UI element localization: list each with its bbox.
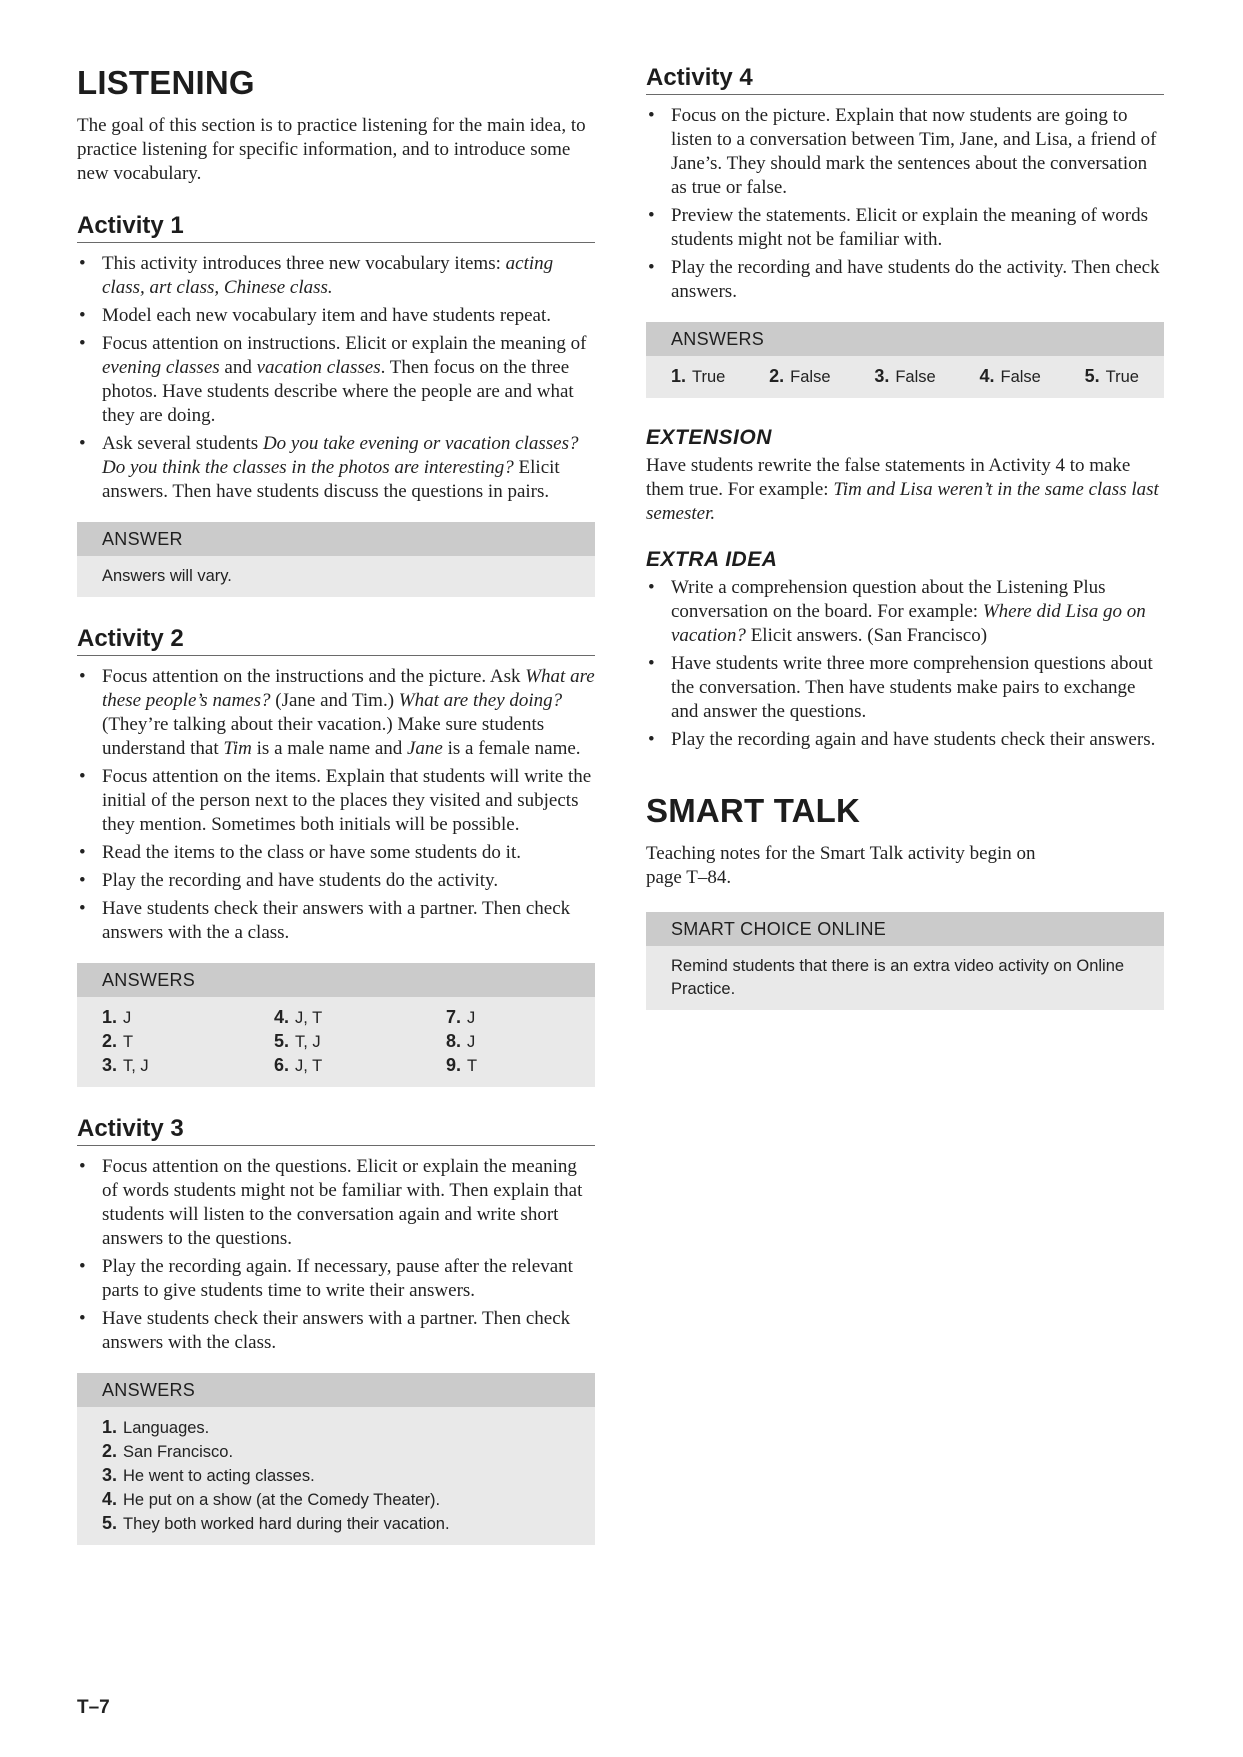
smart-talk-text: Teaching notes for the Smart Talk activity begin on page T–84. xyxy=(646,843,1036,888)
answer-value: J, T xyxy=(295,1057,323,1075)
answer-value: San Francisco. xyxy=(123,1443,234,1461)
text-italic: Where did Lisa go on vacation? xyxy=(671,601,1146,646)
list-item: • Read the items to the class or have some students do it. xyxy=(77,841,595,865)
answer-number: 5. xyxy=(102,1513,118,1533)
text: Write a comprehension question about the Listening Plus conversation on the board. For example: xyxy=(671,577,1106,622)
list-item: • Model each new vocabulary item and have students repeat. xyxy=(77,304,595,328)
answer-value: T, J xyxy=(295,1033,321,1051)
list-item: • Play the recording again and have students check their answers. xyxy=(646,728,1164,752)
answer-number: 9. xyxy=(446,1055,462,1075)
list-item xyxy=(77,665,595,761)
answer-number: 5. xyxy=(1084,366,1100,386)
text: Elicit answers. (San Francisco) xyxy=(745,625,988,646)
list-item: • Play the recording again. If necessary, pause after the relevant parts to give students time to write their answers. xyxy=(77,1255,595,1303)
list-item: • Play the recording and have students do the activity. xyxy=(77,869,595,893)
activity4-answer-box xyxy=(646,322,1164,398)
list-item: • Have students check their answers with a partner. Then check answers with the a class. xyxy=(77,897,595,945)
text: is a male name and xyxy=(251,738,407,759)
text-italic: acting class, art class, Chinese class. xyxy=(102,253,554,298)
answer-item xyxy=(274,1054,446,1078)
online-box-heading: SMART CHOICE ONLINE xyxy=(646,912,1164,946)
list-item: • Focus on the picture. Explain that now students are going to listen to a conversation between Tim, Jane, and Lisa, a friend of Jane’s. They should mark the sentences about the conversation as true or false. xyxy=(646,104,1164,200)
answer-item xyxy=(979,365,1040,389)
list-item: • Have students write three more comprehension questions about the conversation. Then have students make pairs to exchange and answer the questions. xyxy=(646,652,1164,724)
smart-talk-title: SMART TALK xyxy=(646,792,861,829)
text: Ask several students xyxy=(102,433,263,454)
answer-number: 2. xyxy=(102,1031,118,1051)
answer-item xyxy=(102,1006,274,1030)
answer-number: 1. xyxy=(102,1007,118,1027)
answer-item xyxy=(274,1006,446,1030)
answer-number: 4. xyxy=(274,1007,290,1027)
text-italic: Tim and Lisa weren’t in the same class last semester. xyxy=(646,479,1159,524)
answer-grid xyxy=(77,997,595,1087)
text: is a female name. xyxy=(442,738,581,759)
answer-number: 8. xyxy=(446,1031,462,1051)
answer-value: He put on a show (at the Comedy Theater). xyxy=(123,1491,441,1509)
right-column xyxy=(646,64,1164,1038)
answer-item xyxy=(446,1054,618,1078)
listening-title: LISTENING xyxy=(77,64,255,101)
answer-item xyxy=(102,1416,570,1440)
text: This activity introduces three new vocabulary items: xyxy=(102,253,506,274)
extra-idea-list xyxy=(646,576,1164,752)
answer-item xyxy=(102,1030,274,1054)
answer-value: True xyxy=(1105,368,1139,386)
answer-item xyxy=(446,1006,618,1030)
answer-value: False xyxy=(895,368,936,386)
answer-number: 4. xyxy=(979,366,995,386)
activity1-list xyxy=(77,252,595,504)
text: (Jane and Tim.) xyxy=(270,690,399,711)
list-item: • Focus attention on the items. Explain that students will write the initial of the person next to the places they visited and subjects they mention. Sometimes both initials will be possible. xyxy=(77,765,595,837)
answer-number: 1. xyxy=(671,366,687,386)
answer-number: 7. xyxy=(446,1007,462,1027)
answer-item xyxy=(1085,365,1139,389)
answer-box-heading: ANSWERS xyxy=(646,322,1164,356)
text: . Then focus on the three photos. Have students describe where the people are and what they are doing. xyxy=(102,357,574,426)
text: Have students rewrite the false statements in Activity 4 to make them true. For example: xyxy=(646,455,1131,500)
list-item xyxy=(646,576,1164,648)
answer-value: J, T xyxy=(295,1009,323,1027)
activity2-list xyxy=(77,665,595,945)
answer-number: 3. xyxy=(874,366,890,386)
list-item: • Play the recording and have students do the activity. Then check answers. xyxy=(646,256,1164,304)
answer-value: T xyxy=(467,1057,478,1075)
extra-idea-heading: EXTRA IDEA xyxy=(646,548,778,571)
answer-number: 4. xyxy=(102,1489,118,1509)
answer-row xyxy=(646,356,1164,398)
text: (They’re talking about their vacation.) Make sure students understand that xyxy=(102,714,545,759)
extension-text xyxy=(646,454,1164,526)
activity2-heading: Activity 2 xyxy=(77,625,595,656)
answer-number: 2. xyxy=(769,366,785,386)
list-item xyxy=(77,332,595,428)
listening-intro: The goal of this section is to practice listening for the main idea, to practice listening for specific information, and to introduce some new vocabulary. xyxy=(77,115,586,184)
activity1-answer-box xyxy=(77,522,595,597)
answer-item xyxy=(446,1030,618,1054)
answer-box-heading: ANSWER xyxy=(77,522,595,556)
answer-value: False xyxy=(790,368,831,386)
list-item: • Focus attention on the questions. Elicit or explain the meaning of words students might not be familiar with. Then explain that students will listen to the conversation again and write short answers to the questions. xyxy=(77,1155,595,1251)
list-item xyxy=(77,252,595,300)
answer-number: 1. xyxy=(102,1417,118,1437)
answer-item xyxy=(102,1464,570,1488)
activity3-answer-box xyxy=(77,1373,595,1545)
answer-value: T xyxy=(123,1033,134,1051)
answer-item xyxy=(769,365,830,389)
online-box-text: Remind students that there is an extra video activity on Online Practice. xyxy=(671,957,1125,998)
activity4-heading: Activity 4 xyxy=(646,64,1164,95)
answer-value: False xyxy=(1000,368,1041,386)
text: Focus attention on instructions. Elicit or explain the meaning of xyxy=(102,333,587,354)
answer-number: 5. xyxy=(274,1031,290,1051)
list-item: • Preview the statements. Elicit or explain the meaning of words students might not be familiar with. xyxy=(646,204,1164,252)
answer-item xyxy=(102,1440,570,1464)
activity1-heading: Activity 1 xyxy=(77,212,595,243)
text-italic: What are they doing? xyxy=(398,690,563,711)
answer-box-heading: ANSWERS xyxy=(77,963,595,997)
answer-item xyxy=(671,365,725,389)
answer-list xyxy=(77,1407,595,1545)
answer-value: T, J xyxy=(123,1057,149,1075)
answer-value: He went to acting classes. xyxy=(123,1467,315,1485)
answer-item xyxy=(102,1488,570,1512)
answer-item xyxy=(102,1512,570,1536)
text: and xyxy=(219,357,257,378)
answer-box-text: Answers will vary. xyxy=(102,567,232,585)
list-item: • Have students check their answers with a partner. Then check answers with the class. xyxy=(77,1307,595,1355)
activity4-list xyxy=(646,104,1164,304)
answer-box-heading: ANSWERS xyxy=(77,1373,595,1407)
answer-value: They both worked hard during their vacation. xyxy=(123,1515,450,1533)
activity2-answer-box xyxy=(77,963,595,1087)
answer-item xyxy=(874,365,935,389)
left-column xyxy=(77,64,595,1573)
smart-choice-online-box xyxy=(646,912,1164,1010)
answer-number: 3. xyxy=(102,1465,118,1485)
text-italic: Jane xyxy=(407,738,443,759)
text-italic: Do you take evening or vacation classes? Do you think the classes in the photos are interesting? xyxy=(102,433,579,478)
text-italic: What are these people’s names? xyxy=(102,666,595,711)
text: Focus attention on the instructions and the picture. Ask xyxy=(102,666,526,687)
answer-number: 3. xyxy=(102,1055,118,1075)
answer-number: 6. xyxy=(274,1055,290,1075)
page-number: T–7 xyxy=(77,1697,110,1718)
extension-heading: EXTENSION xyxy=(646,426,772,449)
list-item xyxy=(77,432,595,504)
answer-value: J xyxy=(123,1009,132,1027)
activity3-list xyxy=(77,1155,595,1355)
text-italic: Tim xyxy=(223,738,252,759)
answer-item xyxy=(274,1030,446,1054)
text-italic: vacation classes xyxy=(256,357,381,378)
answer-number: 2. xyxy=(102,1441,118,1461)
answer-item xyxy=(102,1054,274,1078)
answer-value: True xyxy=(692,368,726,386)
text: Elicit answers. Then have students discuss the questions in pairs. xyxy=(102,457,560,502)
answer-value: J xyxy=(467,1009,476,1027)
activity3-heading: Activity 3 xyxy=(77,1115,595,1146)
text-italic: evening classes xyxy=(102,357,220,378)
answer-value: Languages. xyxy=(123,1419,210,1437)
answer-value: J xyxy=(467,1033,476,1051)
